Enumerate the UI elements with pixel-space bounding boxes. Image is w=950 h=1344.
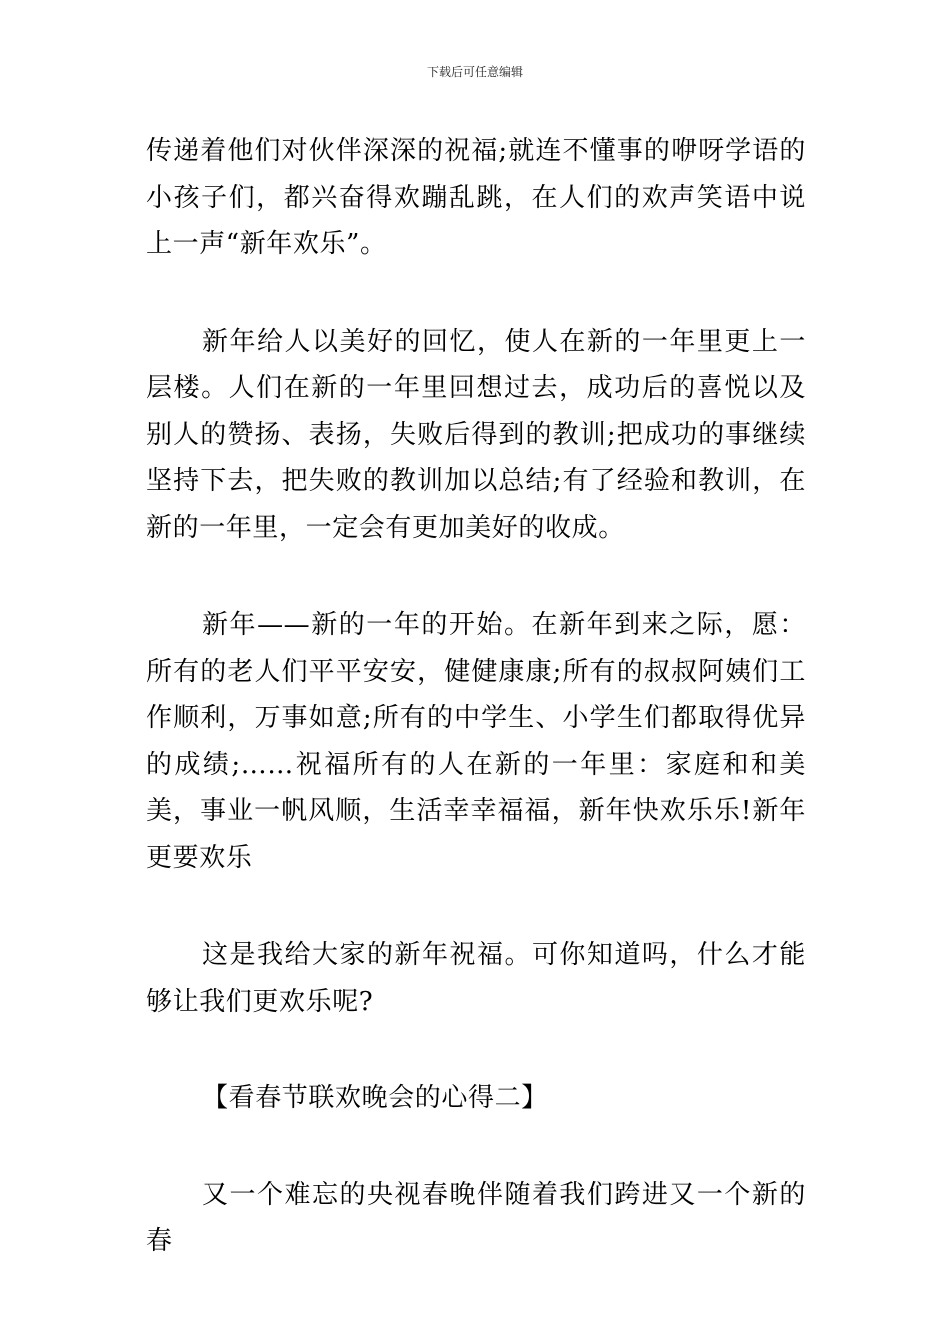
paragraph-2: 新年给人以美好的回忆，使人在新的一年里更上一层楼。人们在新的一年里回想过去，成功后的喜悦以及别人的赞扬、表扬，失败后得到的教训;把成功的事继续坚持下去，把失败的教训加以总结;有了经验和教训，在新的一年里，一定会有更加美好的收成。 xyxy=(146,326,806,543)
paragraph-4: 这是我给大家的新年祝福。可你知道吗，什么才能够让我们更欢乐呢? xyxy=(146,940,806,1017)
section-heading: 【看春节联欢晚会的心得二】 xyxy=(202,1083,548,1113)
paragraph-1: 传递着他们对伙伴深深的祝福;就连不懂事的咿呀学语的小孩子们，都兴奋得欢蹦乱跳，在人们的欢声笑语中说上一声“新年欢乐”。 xyxy=(146,136,806,259)
document-body xyxy=(146,128,806,1265)
paragraph-5: 又一个难忘的央视春晚伴随着我们跨进又一个新的春 xyxy=(146,1179,806,1256)
page-header: 下载后可任意编辑 xyxy=(426,65,523,79)
paragraph-3: 新年——新的一年的开始。在新年到来之际，愿：所有的老人们平平安安，健健康康;所有的叔叔阿姨们工作顺利，万事如意;所有的中学生、小学生们都取得优异的成绩;……祝福所有的人在新的一年里：家庭和和美美，事业一帆风顺，生活幸幸福福，新年快欢乐乐!新年更要欢乐 xyxy=(146,610,806,873)
